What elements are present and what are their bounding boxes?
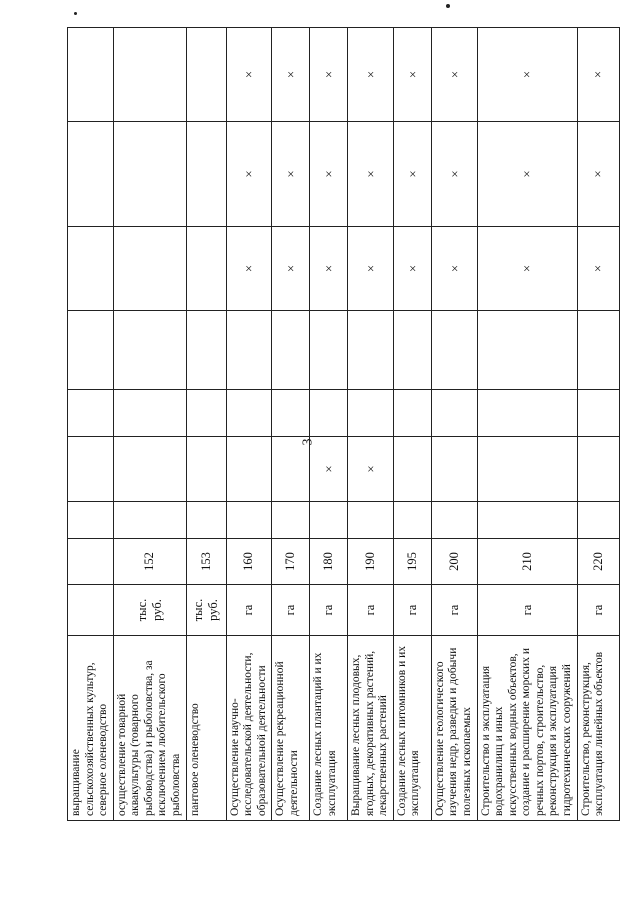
row-name: выращивание сельскохозяйственных культур, северное оленеводство <box>68 636 114 821</box>
empty-cell <box>477 311 577 390</box>
empty-cell <box>577 390 619 437</box>
cross-mark-cell: × <box>431 122 477 227</box>
table-row <box>577 28 619 821</box>
row-code: 153 <box>186 539 226 585</box>
table-row <box>68 28 114 821</box>
cross-mark-cell: × <box>348 122 394 227</box>
row-code: 210 <box>477 539 577 585</box>
row-code: 152 <box>113 539 186 585</box>
row-unit <box>68 585 114 636</box>
cross-mark-cell: × <box>431 227 477 311</box>
empty-cell <box>113 122 186 227</box>
row-code: 190 <box>348 539 394 585</box>
row-code: 220 <box>577 539 619 585</box>
empty-cell <box>68 122 114 227</box>
cross-mark-cell: × <box>477 227 577 311</box>
empty-cell <box>113 28 186 122</box>
empty-cell <box>431 311 477 390</box>
empty-cell <box>113 311 186 390</box>
table-row <box>186 28 226 821</box>
cross-mark-cell: × <box>393 227 431 311</box>
row-name: Создание лесных питомников и их эксплуатация <box>393 636 431 821</box>
row-unit: га <box>310 585 348 636</box>
page-number: 3 <box>300 438 316 446</box>
table-row <box>113 28 186 821</box>
empty-cell <box>113 390 186 437</box>
row-name: осуществление товарной аквакультуры (товарного рыбоводства) и рыболовства, за исключением любительского рыболовства <box>113 636 186 821</box>
table-row <box>393 28 431 821</box>
empty-cell <box>348 311 394 390</box>
cross-mark-cell: × <box>310 122 348 227</box>
empty-cell <box>431 502 477 539</box>
empty-cell <box>431 437 477 502</box>
row-unit: га <box>431 585 477 636</box>
table-row <box>431 28 477 821</box>
empty-cell <box>186 390 226 437</box>
row-unit: тыс. руб. <box>186 585 226 636</box>
empty-cell <box>310 311 348 390</box>
cross-mark-cell: × <box>393 28 431 122</box>
row-unit: тыс. руб. <box>113 585 186 636</box>
table-row <box>272 28 310 821</box>
table-body <box>68 28 620 821</box>
row-unit: га <box>348 585 394 636</box>
empty-cell <box>577 311 619 390</box>
empty-cell <box>68 311 114 390</box>
row-name: Строительство, реконструкция, эксплуатация линейных объектов <box>577 636 619 821</box>
empty-cell <box>186 437 226 502</box>
empty-cell <box>477 502 577 539</box>
scan-speck <box>446 4 450 8</box>
empty-cell <box>393 437 431 502</box>
empty-cell <box>68 28 114 122</box>
empty-cell <box>68 390 114 437</box>
cross-mark-cell: × <box>272 122 310 227</box>
empty-cell <box>393 390 431 437</box>
cross-mark-cell: × <box>310 227 348 311</box>
cross-mark-cell: × <box>310 437 348 502</box>
scan-speck <box>74 12 77 15</box>
empty-cell <box>226 390 272 437</box>
row-name: Осуществление научно-исследовательской деятельности, образовательной деятельности <box>226 636 272 821</box>
empty-cell <box>226 437 272 502</box>
row-name: пантовое оленеводство <box>186 636 226 821</box>
cross-mark-cell: × <box>577 122 619 227</box>
empty-cell <box>186 122 226 227</box>
empty-cell <box>186 311 226 390</box>
empty-cell <box>348 502 394 539</box>
cross-mark-cell: × <box>348 28 394 122</box>
cross-mark-cell: × <box>477 122 577 227</box>
empty-cell <box>186 502 226 539</box>
table-row <box>348 28 394 821</box>
row-unit: га <box>272 585 310 636</box>
empty-cell <box>68 227 114 311</box>
empty-cell <box>310 502 348 539</box>
data-table <box>67 27 620 821</box>
empty-cell <box>113 502 186 539</box>
empty-cell <box>68 437 114 502</box>
cross-mark-cell: × <box>272 227 310 311</box>
table-row <box>226 28 272 821</box>
row-name: Осуществление рекреационной деятельности <box>272 636 310 821</box>
table-container <box>67 28 606 821</box>
empty-cell <box>113 437 186 502</box>
table-row <box>477 28 577 821</box>
empty-cell <box>186 227 226 311</box>
cross-mark-cell: × <box>226 28 272 122</box>
empty-cell <box>272 311 310 390</box>
empty-cell <box>68 502 114 539</box>
row-code: 195 <box>393 539 431 585</box>
cross-mark-cell: × <box>310 28 348 122</box>
empty-cell <box>477 390 577 437</box>
cross-mark-cell: × <box>272 28 310 122</box>
row-code: 170 <box>272 539 310 585</box>
empty-cell <box>431 390 477 437</box>
row-unit: га <box>226 585 272 636</box>
empty-cell <box>272 437 310 502</box>
row-code: 160 <box>226 539 272 585</box>
empty-cell <box>272 502 310 539</box>
empty-cell <box>186 28 226 122</box>
empty-cell <box>477 437 577 502</box>
empty-cell <box>272 390 310 437</box>
empty-cell <box>577 437 619 502</box>
row-code: 200 <box>431 539 477 585</box>
cross-mark-cell: × <box>577 227 619 311</box>
empty-cell <box>310 390 348 437</box>
empty-cell <box>348 390 394 437</box>
cross-mark-cell: × <box>348 437 394 502</box>
row-unit: га <box>477 585 577 636</box>
row-name: Осуществление геологического изучения недр, разведки и добычи полезных ископаемых <box>431 636 477 821</box>
row-code: 180 <box>310 539 348 585</box>
cross-mark-cell: × <box>393 122 431 227</box>
empty-cell <box>393 311 431 390</box>
cross-mark-cell: × <box>226 227 272 311</box>
empty-cell <box>577 502 619 539</box>
row-name: Строительство и эксплуатация водохранилищ и иных искусственных водных объектов, создание и расширение морских и речных портов, строительство, реконструкция и эксплуатация гидротехнических сооружений <box>477 636 577 821</box>
empty-cell <box>226 311 272 390</box>
cross-mark-cell: × <box>431 28 477 122</box>
cross-mark-cell: × <box>348 227 394 311</box>
row-name: Создание лесных плантаций и их эксплуатация <box>310 636 348 821</box>
empty-cell <box>226 502 272 539</box>
row-code <box>68 539 114 585</box>
empty-cell <box>393 502 431 539</box>
row-unit: га <box>577 585 619 636</box>
cross-mark-cell: × <box>577 28 619 122</box>
cross-mark-cell: × <box>477 28 577 122</box>
row-unit: га <box>393 585 431 636</box>
cross-mark-cell: × <box>226 122 272 227</box>
table-row <box>310 28 348 821</box>
empty-cell <box>113 227 186 311</box>
row-name: Выращивание лесных плодовых, ягодных, декоративных растений, лекарственных растений <box>348 636 394 821</box>
